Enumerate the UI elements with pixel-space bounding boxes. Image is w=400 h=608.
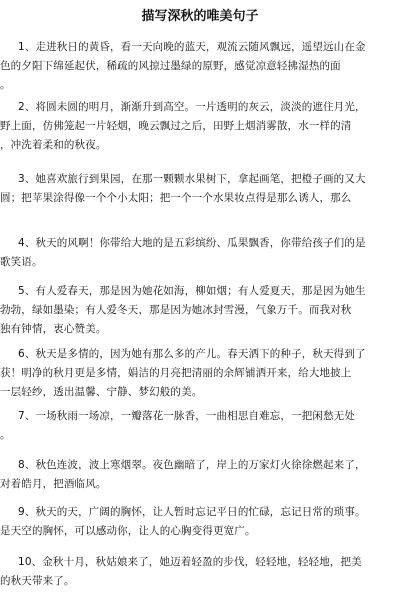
paragraph-line: 是天空的胸怀，可以感动你，让人的心胸变得更宽广。 (0, 525, 256, 537)
paragraph-line: 野上面，仿佛笼起一片轻烟，晚云飘过之后，田野上烟消雾散，水一样的清 (0, 120, 352, 132)
paragraph-line: 5、有人爱春天，那是因为她花如海，柳如烟；有人爱夏天，那是因为她生 (18, 285, 366, 297)
paragraph-line: 的秋天带来了。 (0, 575, 75, 587)
paragraph-10 (0, 553, 400, 591)
page-title: 描写深秋的唯美句子 (141, 9, 259, 24)
paragraph-line: 1、走进秋日的黄昏，看一天向晚的蓝天，观流云随风飘远，遥望远山在金 (18, 41, 366, 53)
paragraph-line: 勃勃，绿如墨染；有人爱冬天，那是因为她冰封雪漫，气象万千。而我对秋 (0, 304, 352, 316)
paragraph-line: 圆；把苹果涂得像一个个小太阳；把一个一个水果妆点得是那么诱人，那么 (0, 192, 352, 204)
paragraph-line: 8、秋色连波，波上寒烟翠。夜色幽暗了，岸上的万家灯火徐徐燃起来了， (18, 459, 366, 471)
paragraph-line: 获！明净的秋月更是多情，娟洁的月亮把清丽的余辉铺洒开来，给大地披上 (0, 367, 352, 379)
paragraph-line: 歌笑语。 (0, 256, 43, 268)
paragraph-line: 6、秋天是多情的，因为她有那么多的产儿。春天洒下的种子，秋天得到了 (18, 348, 366, 360)
paragraph-2 (0, 98, 400, 155)
paragraph-line: 9、秋天的天，广阔的胸怀，让人暂时忘记平日的忙碌，忘记日常的琐事。 (18, 506, 366, 518)
paragraph-line: ，冲洗着柔和的秋夜。 (0, 139, 107, 151)
paragraph-line: 2、将圆未圆的明月，渐渐升到高空。一片透明的灰云，淡淡的遮住月光， (18, 101, 366, 113)
paragraph-line: 4、秋天的风啊！你带给大地的是五彩缤纷、瓜果飘香，你带给孩子们的是 (18, 237, 366, 249)
paragraph-line: 。 (0, 79, 11, 91)
paragraph-line: 一层轻纱，透出温馨、宁静、梦幻般的美。 (0, 386, 203, 398)
paragraph-line: 10、金秋十月，秋姑娘来了，她迈着轻盈的步伐，轻轻地，轻轻地，把美 (18, 556, 362, 568)
paragraph-line: 7、一场秋雨一场凉，一瓣落花一脉香，一曲相思自难忘，一把闲愁无处 (18, 410, 355, 422)
paragraph-line: 3、她喜欢旅行到果园，在那一颗颗水果树下，拿起画笔，把橙子画的又大 (18, 173, 366, 185)
paragraph-9 (0, 503, 400, 541)
paragraph-line: 对着皓月，把酒临风。 (0, 478, 107, 490)
paragraph-1 (0, 38, 400, 95)
paragraph-5 (0, 282, 400, 339)
paragraph-line: 独有钟情，衷心赞美。 (0, 323, 107, 335)
paragraph-4 (0, 234, 400, 272)
paragraph-line: 色的夕阳下绵延起伏，稀疏的风掠过墨绿的原野，感觉凉意轻拂湿热的面 (0, 60, 341, 72)
paragraph-8 (0, 456, 400, 494)
paragraph-6 (0, 345, 400, 402)
paragraph-line: 。 (0, 429, 11, 441)
paragraph-7 (0, 407, 400, 445)
paragraph-3 (0, 170, 400, 208)
